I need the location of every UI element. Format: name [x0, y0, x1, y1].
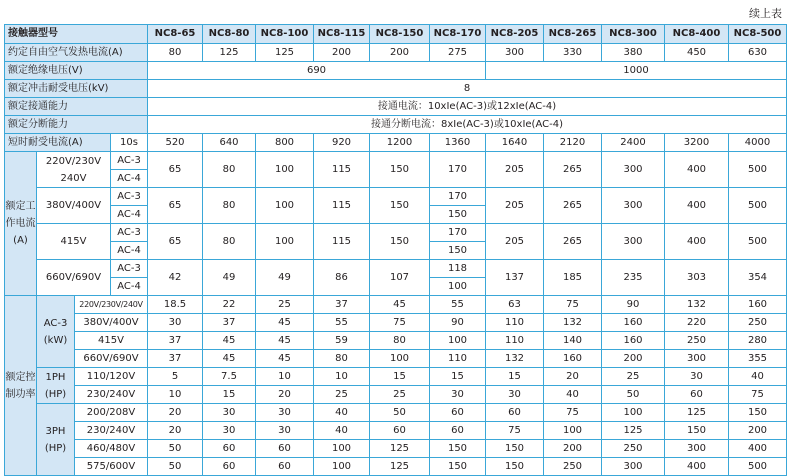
- power-value: 25: [314, 386, 370, 404]
- power-value: 45: [203, 332, 256, 350]
- current-value: 300: [602, 152, 665, 188]
- power-voltage: 460/480V: [75, 440, 148, 458]
- power-value: 60: [256, 440, 314, 458]
- power-value: 10: [256, 368, 314, 386]
- power-voltage: 200/208V: [75, 404, 148, 422]
- current-value: 65: [148, 152, 203, 188]
- power-value: 50: [148, 440, 203, 458]
- model-header: NC8-80: [203, 25, 256, 44]
- current-value: 49: [256, 260, 314, 296]
- power-value: 250: [544, 458, 602, 476]
- current-value: 86: [314, 260, 370, 296]
- current-value: 400: [665, 188, 729, 224]
- current-value: 500: [729, 152, 787, 188]
- category-ac4: AC-4: [111, 278, 148, 296]
- ith-value: 200: [370, 44, 430, 62]
- power-value: 140: [544, 332, 602, 350]
- current-value: 303: [665, 260, 729, 296]
- ui-label: 额定绝缘电压(V): [5, 62, 148, 80]
- current-value: 265: [544, 152, 602, 188]
- power-value: 75: [729, 386, 787, 404]
- power-value: 37: [203, 314, 256, 332]
- current-value: 100: [256, 224, 314, 260]
- power-value: 45: [256, 332, 314, 350]
- power-value: 45: [256, 350, 314, 368]
- power-value: 110: [486, 332, 544, 350]
- current-value: 80: [203, 152, 256, 188]
- power-value: 355: [729, 350, 787, 368]
- current-voltage: 415V: [37, 224, 111, 260]
- current-value: 400: [665, 224, 729, 260]
- power-value: 20: [148, 404, 203, 422]
- power-value: 60: [430, 422, 486, 440]
- power-value: 45: [256, 314, 314, 332]
- power-value: 15: [430, 368, 486, 386]
- power-value: 45: [370, 296, 430, 314]
- short-value: 640: [203, 134, 256, 152]
- power-value: 5: [148, 368, 203, 386]
- power-value: 40: [544, 386, 602, 404]
- current-value-ac4: 150: [430, 242, 486, 260]
- power-value: 50: [370, 404, 430, 422]
- ith-value: 330: [544, 44, 602, 62]
- current-value-ac4: 100: [430, 278, 486, 296]
- power-value: 150: [665, 422, 729, 440]
- power-value: 75: [370, 314, 430, 332]
- power-row: [5, 296, 787, 314]
- model-header: NC8-400: [665, 25, 729, 44]
- current-value: 185: [544, 260, 602, 296]
- power-value: 250: [729, 314, 787, 332]
- power-value: 125: [370, 458, 430, 476]
- power-value: 37: [148, 332, 203, 350]
- model-header: NC8-100: [256, 25, 314, 44]
- power-row: [5, 404, 787, 422]
- category-ac3: AC-3: [111, 188, 148, 206]
- short-row: [5, 134, 787, 152]
- power-value: 150: [430, 440, 486, 458]
- power-value: 60: [203, 440, 256, 458]
- current-row: [5, 224, 787, 242]
- ith-value: 630: [729, 44, 787, 62]
- current-value: 265: [544, 224, 602, 260]
- power-value: 55: [314, 314, 370, 332]
- header-label: 接触器型号: [5, 25, 148, 44]
- power-value: 150: [486, 458, 544, 476]
- power-value: 40: [314, 404, 370, 422]
- current-value-ac4: 150: [430, 206, 486, 224]
- power-value: 10: [314, 368, 370, 386]
- power-value: 30: [665, 368, 729, 386]
- current-value: 500: [729, 224, 787, 260]
- current-value: 400: [665, 152, 729, 188]
- power-row: [5, 440, 787, 458]
- ith-value: 380: [602, 44, 665, 62]
- current-value: 49: [203, 260, 256, 296]
- current-value: 80: [203, 224, 256, 260]
- ith-value: 80: [148, 44, 203, 62]
- current-value: 150: [370, 188, 430, 224]
- model-header: NC8-300: [602, 25, 665, 44]
- ui-value-low: 690: [148, 62, 486, 80]
- ith-value: 450: [665, 44, 729, 62]
- short-value: 4000: [729, 134, 787, 152]
- category-ac4: AC-4: [111, 206, 148, 224]
- current-value: 150: [370, 152, 430, 188]
- uimp-value: 8: [148, 80, 787, 98]
- power-value: 25: [370, 386, 430, 404]
- power-value: 30: [203, 422, 256, 440]
- power-value: 15: [370, 368, 430, 386]
- power-value: 100: [314, 458, 370, 476]
- model-header: NC8-500: [729, 25, 787, 44]
- power-value: 125: [665, 404, 729, 422]
- power-category: AC-3 (kW): [37, 296, 75, 368]
- power-value: 80: [370, 332, 430, 350]
- current-value: 115: [314, 188, 370, 224]
- current-value: 115: [314, 152, 370, 188]
- power-value: 20: [544, 368, 602, 386]
- current-value: 205: [486, 188, 544, 224]
- spec-table: [4, 24, 787, 476]
- power-voltage: 230/240V: [75, 422, 148, 440]
- model-header: NC8-205: [486, 25, 544, 44]
- current-row: [5, 260, 787, 278]
- ith-value: 125: [203, 44, 256, 62]
- model-header: NC8-150: [370, 25, 430, 44]
- power-value: 110: [486, 314, 544, 332]
- current-row: [5, 152, 787, 170]
- power-value: 59: [314, 332, 370, 350]
- power-voltage: 575/600V: [75, 458, 148, 476]
- category-ac3: AC-3: [111, 152, 148, 170]
- power-value: 125: [602, 422, 665, 440]
- power-value: 400: [665, 458, 729, 476]
- power-value: 132: [665, 296, 729, 314]
- category-ac3: AC-3: [111, 260, 148, 278]
- power-value: 125: [370, 440, 430, 458]
- short-value: 2120: [544, 134, 602, 152]
- current-value: 115: [314, 224, 370, 260]
- current-value: 80: [203, 188, 256, 224]
- power-voltage: 660V/690V: [75, 350, 148, 368]
- short-value: 800: [256, 134, 314, 152]
- power-value: 150: [486, 440, 544, 458]
- model-header: NC8-170: [430, 25, 486, 44]
- ui-value-high: 1000: [486, 62, 787, 80]
- current-value: 205: [486, 152, 544, 188]
- current-value-ac3: 170: [430, 188, 486, 206]
- power-value: 200: [602, 350, 665, 368]
- power-value: 15: [486, 368, 544, 386]
- power-value: 280: [729, 332, 787, 350]
- power-value: 30: [256, 404, 314, 422]
- current-voltage: 380V/400V: [37, 188, 111, 224]
- power-value: 55: [430, 296, 486, 314]
- power-value: 7.5: [203, 368, 256, 386]
- power-category: 3PH (HP): [37, 404, 75, 476]
- uimp-row: [5, 80, 787, 98]
- current-value: 65: [148, 188, 203, 224]
- power-value: 50: [602, 386, 665, 404]
- current-voltage: 660V/690V: [37, 260, 111, 296]
- making-value: 接通电流：10xIe(AC-3)或12xIe(AC-4): [148, 98, 787, 116]
- continued-label: 续上表: [749, 7, 782, 20]
- model-header: NC8-115: [314, 25, 370, 44]
- power-value: 60: [370, 422, 430, 440]
- power-value: 37: [148, 350, 203, 368]
- power-voltage: 220V/230V/240V: [75, 296, 148, 314]
- power-value: 100: [602, 404, 665, 422]
- current-value: 235: [602, 260, 665, 296]
- power-value: 160: [544, 350, 602, 368]
- current-value: 42: [148, 260, 203, 296]
- power-row: [5, 314, 787, 332]
- power-row: [5, 386, 787, 404]
- power-value: 160: [602, 332, 665, 350]
- power-value: 75: [544, 296, 602, 314]
- current-value: 65: [148, 224, 203, 260]
- power-voltage: 415V: [75, 332, 148, 350]
- current-value: 205: [486, 224, 544, 260]
- uimp-label: 额定冲击耐受电压(kV): [5, 80, 148, 98]
- short-value: 1640: [486, 134, 544, 152]
- power-value: 50: [148, 458, 203, 476]
- current-group-label: 额定工作电流(A): [5, 152, 37, 296]
- power-voltage: 230/240V: [75, 386, 148, 404]
- power-value: 30: [203, 404, 256, 422]
- ith-label: 约定自由空气发热电流(A): [5, 44, 148, 62]
- power-value: 20: [256, 386, 314, 404]
- short-value: 1200: [370, 134, 430, 152]
- power-value: 250: [602, 440, 665, 458]
- power-value: 250: [665, 332, 729, 350]
- power-voltage: 380V/400V: [75, 314, 148, 332]
- power-value: 300: [665, 440, 729, 458]
- power-value: 100: [544, 422, 602, 440]
- header-row: [5, 25, 787, 44]
- power-value: 40: [314, 422, 370, 440]
- power-value: 15: [203, 386, 256, 404]
- current-value-ac3: 170: [430, 224, 486, 242]
- current-voltage: 220V/230V 240V: [37, 152, 111, 188]
- power-value: 75: [486, 422, 544, 440]
- power-value: 100: [370, 350, 430, 368]
- current-value: 150: [370, 224, 430, 260]
- power-value: 30: [148, 314, 203, 332]
- power-voltage: 110/120V: [75, 368, 148, 386]
- current-value: 265: [544, 188, 602, 224]
- power-value: 25: [602, 368, 665, 386]
- power-value: 30: [486, 386, 544, 404]
- ith-value: 200: [314, 44, 370, 62]
- power-value: 30: [430, 386, 486, 404]
- power-value: 30: [256, 422, 314, 440]
- power-value: 75: [544, 404, 602, 422]
- power-row: [5, 368, 787, 386]
- power-value: 100: [430, 332, 486, 350]
- power-value: 22: [203, 296, 256, 314]
- short-period: 10s: [111, 134, 148, 152]
- category-ac4: AC-4: [111, 242, 148, 260]
- current-value: 100: [256, 152, 314, 188]
- power-value: 10: [148, 386, 203, 404]
- category-ac4: AC-4: [111, 170, 148, 188]
- model-header: NC8-65: [148, 25, 203, 44]
- power-category: 1PH (HP): [37, 368, 75, 404]
- power-value: 60: [256, 458, 314, 476]
- current-value: 170: [430, 152, 486, 188]
- short-label: 短时耐受电流(A): [5, 134, 111, 152]
- power-value: 200: [729, 422, 787, 440]
- current-value: 100: [256, 188, 314, 224]
- power-value: 160: [602, 314, 665, 332]
- ith-value: 300: [486, 44, 544, 62]
- current-value: 300: [602, 188, 665, 224]
- power-value: 150: [729, 404, 787, 422]
- ith-value: 125: [256, 44, 314, 62]
- power-row: [5, 422, 787, 440]
- current-value: 354: [729, 260, 787, 296]
- power-value: 18.5: [148, 296, 203, 314]
- power-group-label: 额定控制功率: [5, 296, 37, 476]
- current-value-ac3: 118: [430, 260, 486, 278]
- power-value: 40: [729, 368, 787, 386]
- power-value: 60: [203, 458, 256, 476]
- making-label: 额定接通能力: [5, 98, 148, 116]
- ith-value: 275: [430, 44, 486, 62]
- power-value: 160: [729, 296, 787, 314]
- power-value: 25: [256, 296, 314, 314]
- current-row: [5, 188, 787, 206]
- short-value: 920: [314, 134, 370, 152]
- breaking-row: [5, 116, 787, 134]
- power-value: 60: [665, 386, 729, 404]
- power-value: 20: [148, 422, 203, 440]
- short-value: 1360: [430, 134, 486, 152]
- short-value: 3200: [665, 134, 729, 152]
- power-row: [5, 332, 787, 350]
- power-value: 80: [314, 350, 370, 368]
- power-value: 90: [602, 296, 665, 314]
- power-value: 100: [314, 440, 370, 458]
- power-value: 220: [665, 314, 729, 332]
- ith-row: [5, 44, 787, 62]
- current-value: 300: [602, 224, 665, 260]
- short-value: 2400: [602, 134, 665, 152]
- power-value: 37: [314, 296, 370, 314]
- category-ac3: AC-3: [111, 224, 148, 242]
- power-value: 300: [665, 350, 729, 368]
- power-row: [5, 458, 787, 476]
- model-header: NC8-265: [544, 25, 602, 44]
- breaking-value: 接通分断电流：8xIe(AC-3)或10xIe(AC-4): [148, 116, 787, 134]
- power-value: 132: [544, 314, 602, 332]
- power-row: [5, 350, 787, 368]
- power-value: 132: [486, 350, 544, 368]
- power-value: 63: [486, 296, 544, 314]
- current-value: 107: [370, 260, 430, 296]
- power-value: 200: [544, 440, 602, 458]
- power-value: 300: [602, 458, 665, 476]
- power-value: 60: [486, 404, 544, 422]
- current-value: 137: [486, 260, 544, 296]
- power-value: 45: [203, 350, 256, 368]
- breaking-label: 额定分断能力: [5, 116, 148, 134]
- making-row: [5, 98, 787, 116]
- ui-row: [5, 62, 787, 80]
- current-value: 500: [729, 188, 787, 224]
- power-value: 150: [430, 458, 486, 476]
- short-value: 520: [148, 134, 203, 152]
- power-value: 500: [729, 458, 787, 476]
- power-value: 60: [430, 404, 486, 422]
- power-value: 110: [430, 350, 486, 368]
- power-value: 90: [430, 314, 486, 332]
- power-value: 400: [729, 440, 787, 458]
